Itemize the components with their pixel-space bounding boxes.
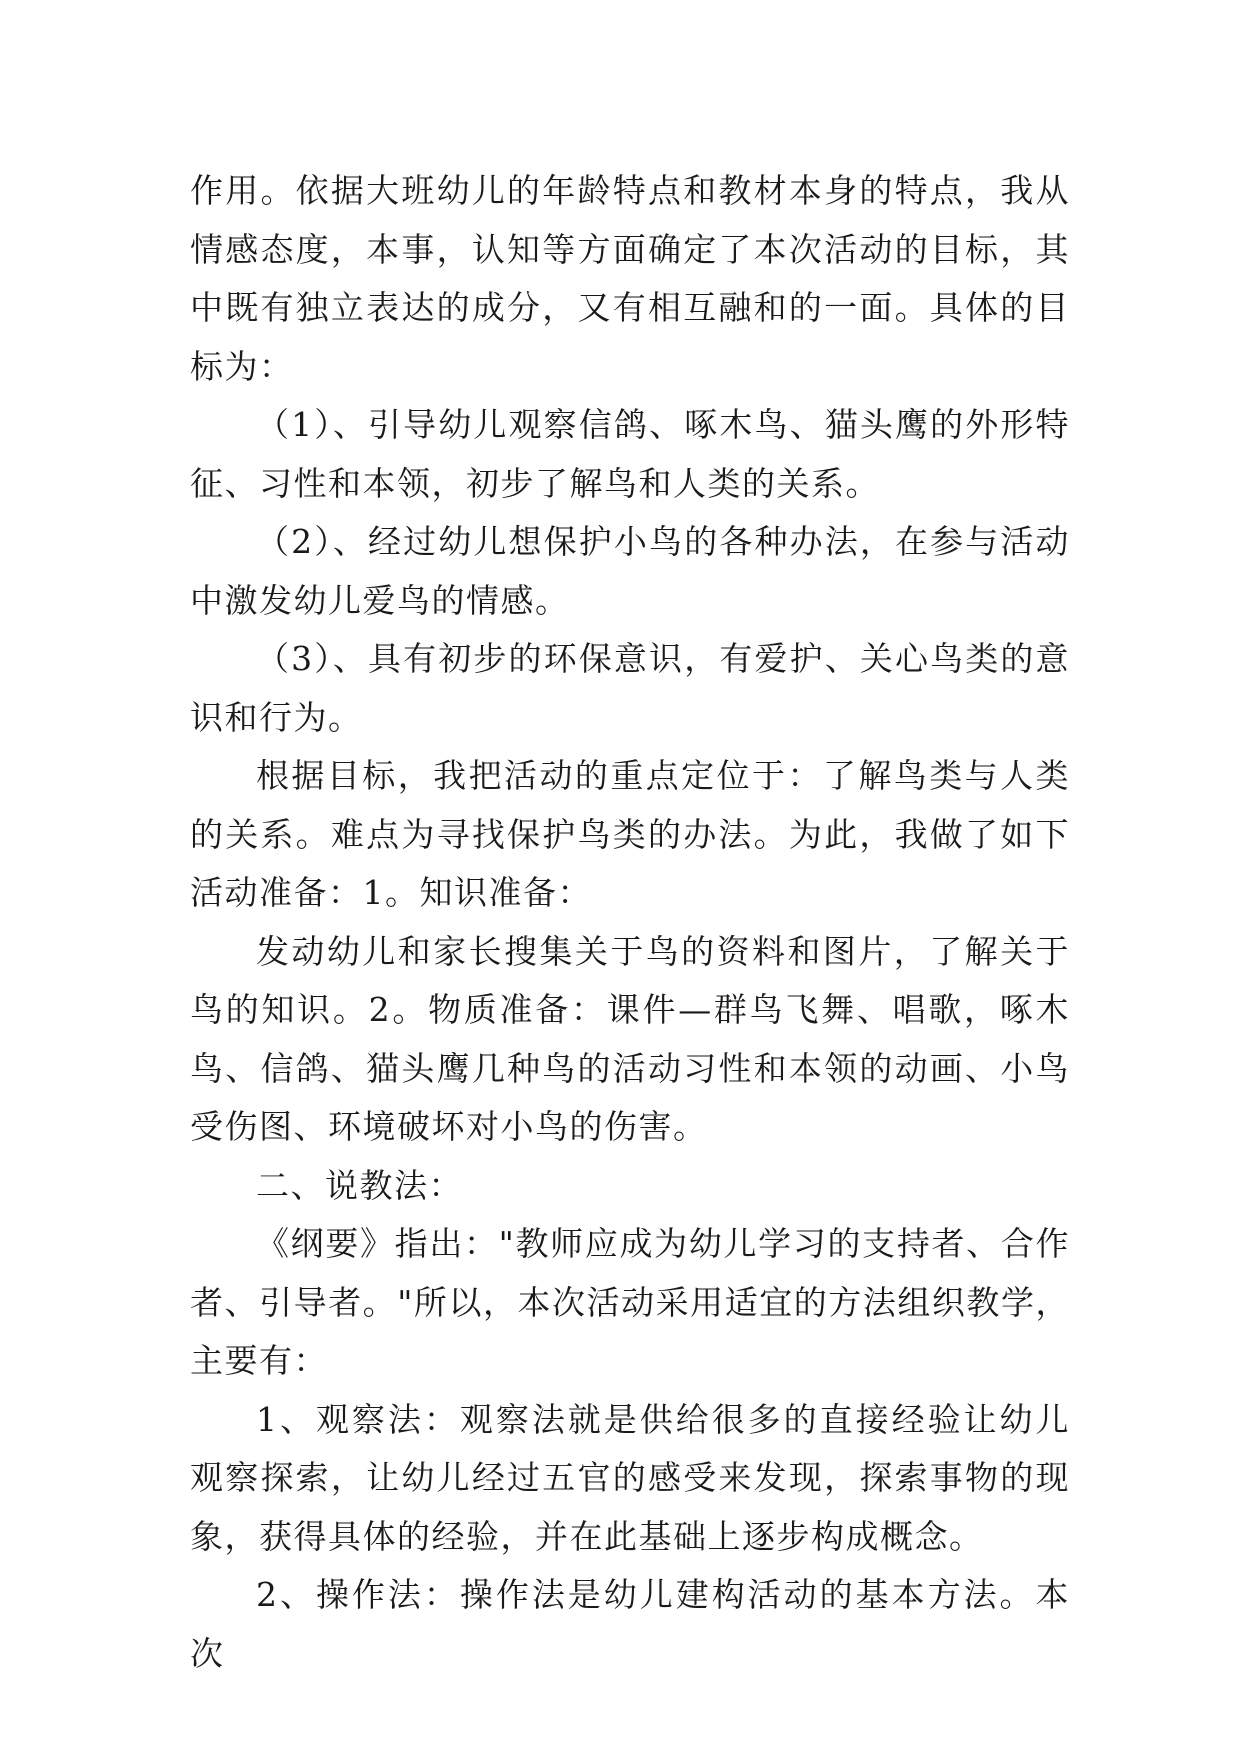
paragraph-9: 1、观察法：观察法就是供给很多的直接经验让幼儿观察探索，让幼儿经过五官的感受来发现，探索事物的现象，获得具体的经验，并在此基础上逐步构成概念。: [190, 1399, 1070, 1556]
paragraph-4: （3）、具有初步的环保意识，有爱护、关心鸟类的意识和行为。: [190, 639, 1070, 737]
paragraph-5: 根据目标，我把活动的重点定位于：了解鸟类与人类的关系。难点为寻找保护鸟类的办法。为此，我做了如下活动准备：1。知识准备：: [190, 756, 1070, 912]
body-text: [190, 162, 1070, 1683]
paragraph-3: （2）、经过幼儿想保护小鸟的各种办法，在参与活动中激发幼儿爱鸟的情感。: [190, 522, 1070, 620]
paragraph-10: 2、操作法：操作法是幼儿建构活动的基本方法。本次: [190, 1575, 1070, 1673]
paragraph-8: 《纲要》指出："教师应成为幼儿学习的支持者、合作者、引导者。"所以，本次活动采用适宜的方法组织教学，主要有：: [190, 1224, 1070, 1380]
paragraph-2: （1）、引导幼儿观察信鸽、啄木鸟、猫头鹰的外形特征、习性和本领，初步了解鸟和人类的关系。: [190, 405, 1070, 503]
paragraph-1: 作用。依据大班幼儿的年龄特点和教材本身的特点，我从情感态度，本事，认知等方面确定了本次活动的目标，其中既有独立表达的成分，又有相互融和的一面。具体的目标为：: [190, 171, 1070, 386]
paragraph-6: 发动幼儿和家长搜集关于鸟的资料和图片，了解关于鸟的知识。2。物质准备：课件—群鸟飞舞、唱歌，啄木鸟、信鸽、猫头鹰几种鸟的活动习性和本领的动画、小鸟受伤图、环境破坏对小鸟的伤害。: [190, 931, 1070, 1146]
paragraph-7: 二、说教法：: [256, 1165, 463, 1205]
